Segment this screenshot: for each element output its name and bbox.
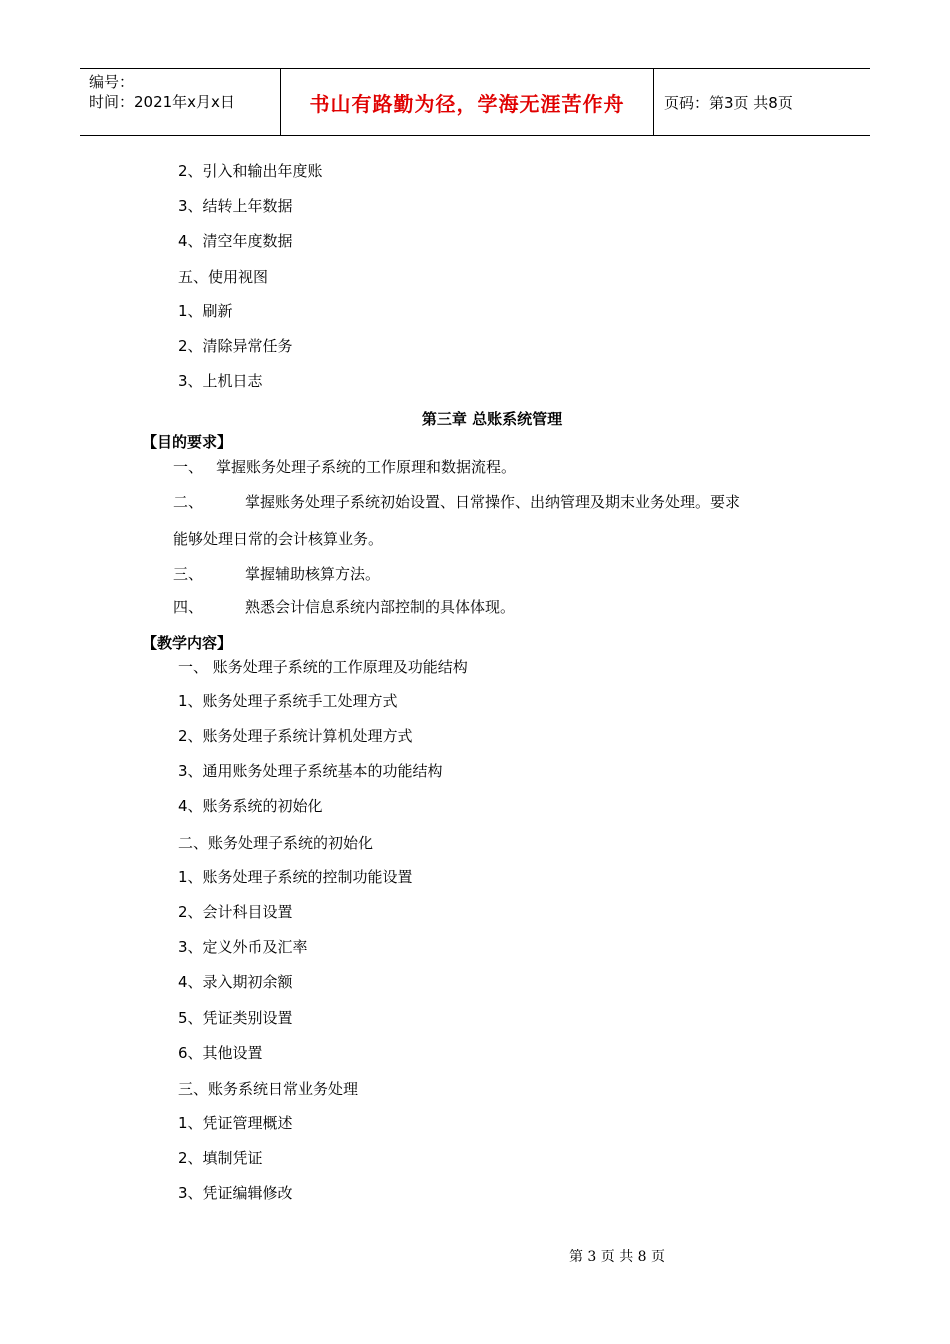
- list-item: 3、上机日志: [178, 372, 263, 390]
- list-item: 4、清空年度数据: [178, 232, 293, 250]
- content-line: 三、账务系统日常业务处理: [178, 1080, 359, 1098]
- content-line: 4、账务系统的初始化: [178, 797, 323, 815]
- header-page-cell: [654, 69, 870, 135]
- objective-number: 四、: [173, 598, 204, 616]
- content-line: 二、账务处理子系统的初始化: [178, 834, 374, 852]
- number-label: 编号：: [89, 73, 135, 91]
- header-left-cell: [80, 69, 281, 135]
- content-heading: 【教学内容】: [142, 634, 233, 652]
- objective-text: 掌握账务处理子系统初始设置、日常操作、出纳管理及期末业务处理。要求: [245, 493, 741, 511]
- list-item: 五、使用视图: [178, 268, 269, 286]
- list-item: 1、刷新: [178, 302, 233, 320]
- content-line: 3、定义外币及汇率: [178, 938, 308, 956]
- page-header: [80, 68, 870, 136]
- objective-text: 能够处理日常的会计核算业务。: [173, 530, 384, 548]
- content-line: 4、录入期初余额: [178, 973, 293, 991]
- header-motto-cell: [281, 69, 654, 135]
- objective-number: 一、: [173, 458, 204, 476]
- list-item: 2、引入和输出年度账: [178, 162, 323, 180]
- objectives-heading: 【目的要求】: [142, 433, 233, 451]
- chapter-title: 第三章 总账系统管理: [421, 410, 563, 428]
- content-line: 1、账务处理子系统手工处理方式: [178, 692, 398, 710]
- page-label: 页码：第3页 共8页: [664, 93, 793, 112]
- content-line: 2、填制凭证: [178, 1149, 263, 1167]
- motto-text: 书山有路勤为径，学海无涯苦作舟: [309, 91, 625, 116]
- content-line: 3、通用账务处理子系统基本的功能结构: [178, 762, 443, 780]
- objective-text: 掌握辅助核算方法。: [245, 565, 381, 583]
- time-label: 时间：2021年x月x日: [89, 93, 235, 111]
- objective-text: 熟悉会计信息系统内部控制的具体体现。: [245, 598, 516, 616]
- content-line: 1、账务处理子系统的控制功能设置: [178, 868, 413, 886]
- content-line: 3、凭证编辑修改: [178, 1184, 293, 1202]
- content-line: 1、凭证管理概述: [178, 1114, 293, 1132]
- page-footer: 第 3 页 共 8 页: [568, 1249, 666, 1265]
- list-item: 3、结转上年数据: [178, 197, 293, 215]
- content-line: 6、其他设置: [178, 1044, 263, 1062]
- content-line: 5、凭证类别设置: [178, 1009, 293, 1027]
- content-line: 2、账务处理子系统计算机处理方式: [178, 727, 413, 745]
- objective-number: 二、: [173, 493, 204, 511]
- objective-text: 掌握账务处理子系统的工作原理和数据流程。: [216, 458, 517, 476]
- content-line: 一、 账务处理子系统的工作原理及功能结构: [178, 658, 468, 676]
- objective-number: 三、: [173, 565, 204, 583]
- content-line: 2、会计科目设置: [178, 903, 293, 921]
- list-item: 2、清除异常任务: [178, 337, 293, 355]
